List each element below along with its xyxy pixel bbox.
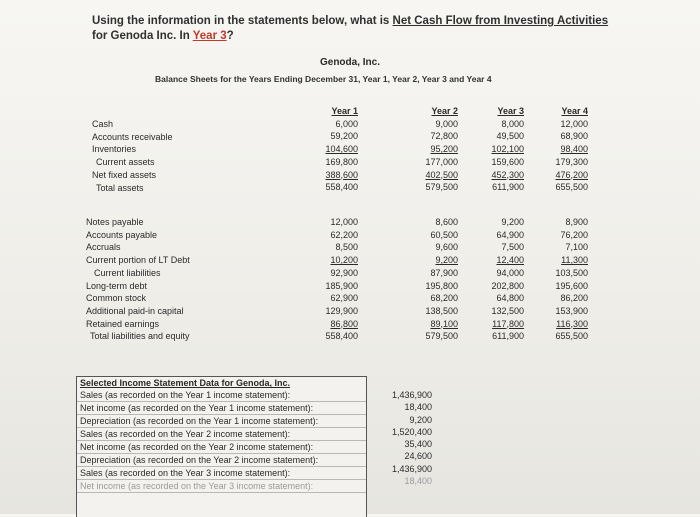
income-row-value: 1,436,900 [391, 463, 432, 474]
year4-notes-payable: 8,900 [565, 217, 588, 227]
income-row-label: Sales (as recorded on the Year 1 income statement): [77, 389, 366, 402]
year4-net-fixed-assets: 476,200 [555, 169, 588, 180]
income-box-title: Selected Income Statement Data for Genoda, Inc. [80, 378, 291, 388]
label-accounts-payable: Accounts payable [86, 229, 158, 240]
label-net-fixed-assets: Net fixed assets [92, 169, 157, 180]
year4-accruals: 7,100 [565, 242, 588, 253]
year2-liab-column [410, 216, 458, 343]
income-row-value: 24,600 [404, 451, 432, 462]
label-accounts-receivable: Accounts receivable [92, 131, 173, 142]
question-highlight: Net Cash Flow from Investing Activities [392, 15, 609, 27]
year4-liab-column [540, 216, 588, 343]
year3-current-lt-debt: 12,400 [496, 255, 524, 266]
year2-accruals: 9,600 [435, 242, 458, 253]
year4-inventories: 98,400 [560, 144, 588, 155]
year1-current-assets: 169,800 [325, 156, 358, 167]
balance-sheet-subtitle: Balance Sheets for the Years Ending December 31, Year 1, Year 2, Year 3 and Year 4 [155, 74, 492, 84]
income-row-value: 1,436,900 [391, 390, 432, 400]
question-suffix: ? [226, 30, 234, 42]
label-long-term-debt: Long-term debt [86, 280, 148, 291]
question-text [92, 14, 612, 44]
year1-cash: 6,000 [335, 118, 358, 129]
year2-apic: 138,500 [425, 305, 458, 316]
year3-assets-column [476, 105, 524, 194]
year2-cash: 9,000 [435, 118, 458, 129]
year1-current-liabilities: 92,900 [330, 267, 358, 278]
income-row-value: 35,400 [404, 439, 432, 450]
income-row-value: 18,400 [404, 402, 432, 413]
year1-common-stock: 62,900 [330, 293, 358, 304]
year2-retained-earnings: 89,100 [430, 318, 458, 329]
year1-long-term-debt: 185,900 [325, 280, 358, 291]
year1-accounts-payable: 62,200 [330, 229, 358, 240]
year2-ar: 72,800 [430, 131, 458, 142]
asset-labels [92, 118, 173, 194]
year4-assets-column [540, 105, 588, 194]
year4-ar: 68,900 [560, 131, 588, 142]
year2-accounts-payable: 60,500 [430, 229, 458, 240]
label-accruals: Accruals [86, 242, 121, 253]
question-line2-prefix: for Genoda Inc. In [92, 30, 193, 42]
year2-common-stock: 68,200 [430, 293, 458, 304]
label-cash: Cash [92, 119, 114, 129]
year3-current-assets: 159,600 [491, 156, 524, 167]
year4-current-assets: 179,300 [555, 156, 588, 167]
year3-notes-payable: 9,200 [501, 217, 524, 227]
year3-cash: 8,000 [501, 118, 524, 129]
label-inventories: Inventories [92, 144, 137, 155]
year4-retained-earnings: 116,300 [556, 318, 588, 329]
label-notes-payable: Notes payable [86, 217, 144, 227]
year2-current-lt-debt: 9,200 [435, 255, 458, 266]
income-row-label: Depreciation (as recorded on the Year 1 income statement): [77, 415, 366, 428]
year1-current-lt-debt: 10,200 [330, 255, 358, 266]
income-row-label: Net income (as recorded on the Year 3 income statement): [77, 480, 366, 493]
label-total-assets: Total assets [96, 182, 144, 193]
label-retained-earnings: Retained earnings [86, 318, 160, 329]
year1-ar: 59,200 [330, 131, 358, 142]
income-row-label: Depreciation (as recorded on the Year 2 income statement): [77, 454, 366, 467]
income-row-value: 9,200 [409, 414, 432, 425]
year1-total-liab-equity: 558,400 [325, 331, 358, 342]
year3-common-stock: 64,800 [496, 293, 524, 304]
year4-total-liab-equity: 655,500 [555, 331, 588, 342]
year4-total-assets: 655,500 [555, 182, 588, 193]
income-row-value: 18,400 [404, 476, 432, 487]
year4-apic: 153,900 [555, 305, 588, 316]
label-current-portion-lt-debt: Current portion of LT Debt [86, 255, 190, 266]
year1-net-fixed-assets: 388,600 [325, 169, 358, 180]
year2-notes-payable: 8,600 [435, 217, 458, 227]
year3-net-fixed-assets: 452,300 [491, 169, 524, 180]
year4-accounts-payable: 76,200 [560, 229, 588, 240]
company-name: Genoda, Inc. [319, 57, 380, 68]
year1-notes-payable: 12,000 [330, 217, 358, 227]
label-current-liabilities: Current liabilities [94, 267, 161, 278]
year3-total-assets: 611,900 [492, 182, 524, 193]
year4-current-liabilities: 103,500 [555, 267, 588, 278]
year3-accruals: 7,500 [501, 242, 524, 253]
income-row-label: Sales (as recorded on the Year 2 income statement): [77, 428, 366, 441]
year2-current-assets: 177,000 [425, 156, 458, 167]
income-values-column [370, 389, 432, 487]
year4-header: Year 4 [561, 106, 588, 116]
year4-long-term-debt: 195,600 [555, 280, 588, 291]
year-link[interactable]: Year 3 [192, 30, 227, 42]
year2-inventories: 95,200 [430, 144, 458, 155]
question-prefix: Using the information in the statements below, what is [92, 15, 393, 27]
year3-apic: 132,500 [491, 305, 524, 316]
income-row-label: Net income (as recorded on the Year 2 income statement): [77, 441, 366, 454]
label-common-stock: Common stock [86, 293, 147, 304]
year1-inventories: 104,600 [325, 144, 358, 155]
label-additional-paid-in-capital: Additional paid-in capital [86, 305, 184, 316]
year3-ar: 49,500 [496, 131, 524, 142]
year3-accounts-payable: 64,900 [496, 229, 524, 240]
year3-current-liabilities: 94,000 [496, 267, 524, 278]
year2-total-liab-equity: 579,500 [425, 331, 458, 342]
year2-current-liabilities: 87,900 [430, 267, 458, 278]
year2-long-term-debt: 195,800 [425, 280, 458, 291]
year3-header: Year 3 [497, 106, 524, 116]
year2-total-assets: 579,500 [425, 182, 458, 193]
year3-total-liab-equity: 611,900 [492, 331, 524, 342]
year2-assets-column [410, 105, 458, 194]
liability-labels [86, 216, 190, 343]
label-current-assets: Current assets [96, 157, 155, 168]
year1-header: Year 1 [331, 106, 358, 116]
income-row-value: 1,520,400 [391, 426, 432, 437]
year1-retained-earnings: 86,800 [330, 318, 358, 329]
income-statement-box [76, 376, 367, 517]
label-total-liabilities-equity: Total liabilities and equity [90, 331, 190, 342]
income-row-label: Net income (as recorded on the Year 1 income statement): [77, 402, 366, 415]
year3-retained-earnings: 117,800 [492, 318, 524, 329]
year2-header: Year 2 [431, 106, 458, 116]
year1-accruals: 8,500 [335, 242, 358, 253]
year3-long-term-debt: 202,800 [491, 280, 524, 291]
year1-liab-column [310, 216, 358, 343]
year1-apic: 129,900 [325, 305, 358, 316]
year3-liab-column [476, 216, 524, 343]
year1-assets-column [310, 105, 358, 194]
year2-net-fixed-assets: 402,500 [425, 169, 458, 180]
income-row-label: Sales (as recorded on the Year 3 income statement): [77, 467, 366, 480]
year4-cash: 12,000 [560, 118, 588, 129]
year3-inventories: 102,100 [491, 144, 524, 155]
year4-common-stock: 86,200 [560, 293, 588, 304]
year1-total-assets: 558,400 [325, 182, 358, 193]
year4-current-lt-debt: 11,300 [561, 255, 588, 266]
